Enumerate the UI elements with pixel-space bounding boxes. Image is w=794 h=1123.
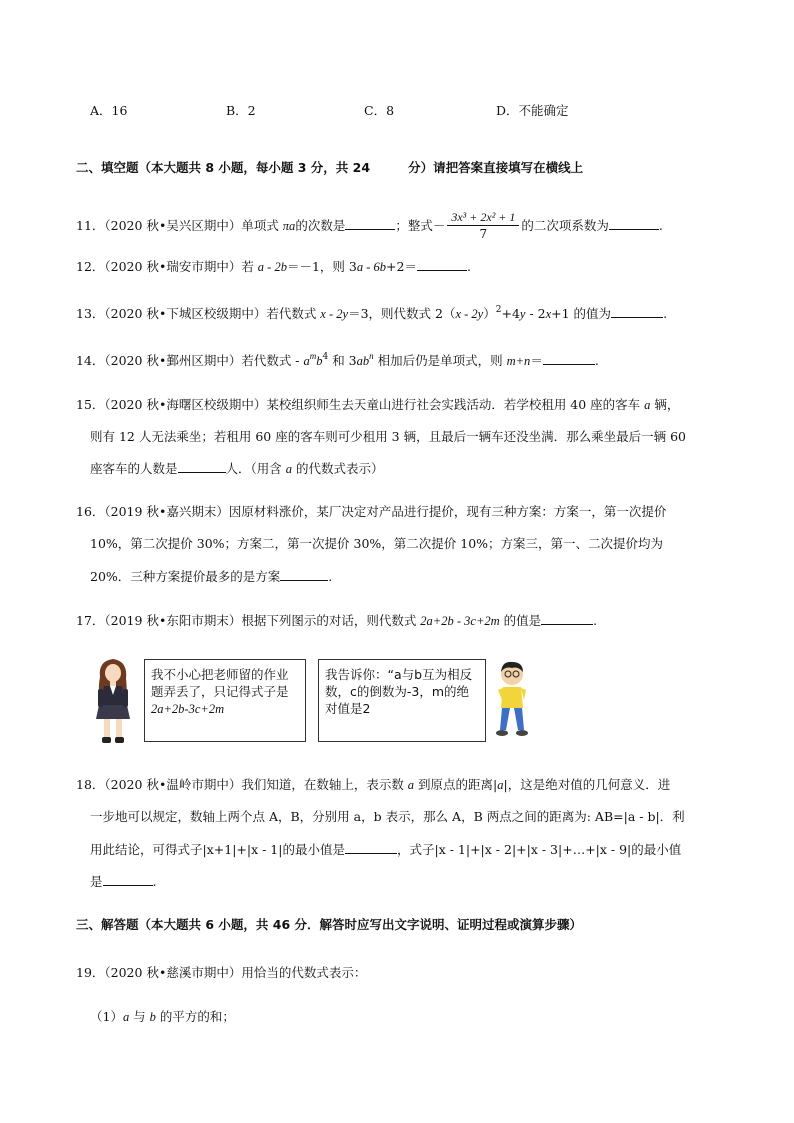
question-18-line3: [90, 839, 681, 860]
q11-fraction: [447, 209, 519, 242]
q14-sup-4: 4: [322, 352, 329, 362]
section2-title-pre: 二、填空题（本大题共 8 小题，每小题 3 分，共 24: [76, 160, 371, 175]
q18-blank1[interactable]: [345, 839, 397, 854]
q13-end: .: [663, 306, 668, 321]
q14-text1: 和 3: [328, 353, 357, 368]
q11-numerator: 3x³ + 2x² + 1: [447, 209, 519, 226]
section2-title: [76, 158, 583, 178]
q14-prefix: 14．（2020 秋•鄞州区期中）若代数式 -: [76, 353, 304, 368]
q19-post: 的平方的和；: [155, 1009, 235, 1024]
q14-mn: m+n: [506, 354, 531, 368]
question-15-line1: [76, 395, 679, 415]
q15-line3-pre: 座客车的人数是: [90, 461, 178, 476]
q14-b: b: [316, 354, 323, 368]
q13-text2: ）: [483, 306, 496, 321]
q17-blank[interactable]: [541, 610, 593, 625]
q15-line1-text: 15．（2020 秋•海曙区校级期中）某校组织师生去天童山进行社会实践活动．若学校租用 40 座的客车: [76, 397, 645, 412]
q18-var-a2: a: [497, 778, 504, 792]
q11-text2: ；整式－: [395, 218, 446, 233]
q13-text1: ＝3，则代数式 2（: [348, 306, 456, 321]
question-16-line1: 16．（2019 秋•嘉兴期末）因原材料涨价，某厂决定对产品进行提价，现有三种方案：方案一，第一次提价: [76, 504, 667, 519]
q18-end: .: [152, 874, 157, 889]
q16-end: .: [328, 569, 333, 584]
q18-blank2[interactable]: [103, 871, 153, 886]
option-c: C．8: [364, 103, 395, 118]
question-17: [76, 610, 597, 631]
question-19: 19．（2020 秋•慈溪市期中）用恰当的代数式表示：: [76, 965, 367, 980]
q19-mid: 与: [129, 1009, 150, 1024]
q18-line1-end: |，这是绝对值的几何意义．进: [503, 777, 671, 792]
q12-text2: +2＝: [386, 259, 417, 274]
q18-line1-pre: 18．（2020 秋•温岭市期中）我们知道，在数轴上，表示数: [76, 777, 408, 792]
q13-blank[interactable]: [611, 303, 663, 318]
q14-sup-n: n: [369, 351, 374, 361]
question-18-line4: [90, 871, 157, 892]
q13-prefix: 13．（2020 秋•下城区校级期中）若代数式: [76, 306, 321, 321]
q15-var-a: a: [644, 398, 651, 412]
q14-a: a: [303, 354, 310, 368]
speech-box-right: 我告诉你：“a与b互为相反数，c的倒数为-3，m的绝对值是2: [318, 659, 486, 742]
speech-box-left: [144, 659, 306, 742]
q11-text1: 的次数是: [295, 218, 346, 233]
q18-line1-mid: 到原点的距离|: [414, 777, 498, 792]
q13-text5: +1 的值为: [551, 306, 612, 321]
q16-blank[interactable]: [280, 566, 328, 581]
q11-monomial: πa: [282, 219, 296, 233]
question-18-line2: 一步地可以规定，数轴上两个点 A，B，分别用 a，b 表示，那么 A，B 两点之间的距离为: AB=|a - b|．利: [90, 809, 685, 824]
q12-expr2: a - 6b: [356, 260, 387, 274]
q12-prefix: 12．（2020 秋•瑞安市期中）若: [76, 259, 258, 274]
q13-var-y: y: [519, 307, 526, 321]
q18-line4-pre: 是: [90, 874, 103, 889]
q15-line3-mid: 人．（用含: [225, 461, 286, 476]
q11-blank2[interactable]: [609, 215, 659, 230]
question-15-line3: [90, 458, 383, 479]
q17-expr: 2a+2b - 3c+2m: [420, 614, 500, 628]
q14-text3: ＝: [530, 353, 543, 368]
question-12: [76, 256, 471, 277]
q15-line3-end: 的代数式表示）: [292, 461, 384, 476]
q19-var-a: a: [122, 1010, 130, 1024]
q12-expr1: a - 2b: [257, 260, 287, 274]
q12-end: .: [466, 259, 471, 274]
q11-end: .: [658, 218, 663, 233]
question-15-line2: 则有 12 人无法乘坐；若租用 60 座的客车则可少租用 3 辆，且最后一辆车还没坐满．那么乘坐最后一辆 60: [90, 429, 686, 444]
section2-title-post: 分）请把答案直接填写在横线上: [408, 160, 584, 175]
q14-ab: ab: [356, 354, 370, 368]
q13-text4: - 2: [525, 306, 546, 321]
q13-expr1: x - 2y: [320, 307, 349, 321]
section3-title: 三、解答题（本大题共 6 小题，共 46 分．解答时应写出文字说明、证明过程或演算步骤）: [76, 917, 583, 932]
q17-prefix: 17．（2019 秋•东阳市期末）根据下列图示的对话，则代数式: [76, 613, 421, 628]
question-16-line3: [90, 566, 332, 587]
q15-blank[interactable]: [178, 458, 226, 473]
option-a: A．16: [90, 103, 128, 118]
q11-denominator: 7: [479, 227, 488, 241]
question-13: [76, 303, 667, 324]
q13-sup: 2: [495, 305, 502, 315]
q11-blank1[interactable]: [345, 215, 395, 230]
option-b: B．2: [226, 103, 256, 118]
girl-illustration: [88, 655, 138, 747]
q14-end: .: [594, 353, 599, 368]
q19-sub-pre: （1）: [90, 1009, 123, 1024]
q13-expr2: x - 2y: [455, 307, 484, 321]
q12-blank[interactable]: [417, 256, 467, 271]
question-11: [76, 210, 663, 243]
speech-left-text: 我不小心把老师留的作业题弄丢了，只记得式子是: [151, 667, 289, 699]
question-16-line2: 10%，第二次提价 30%；方案二，第一次提价 30%，第二次提价 10%；方案三，第一、二次提价均为: [90, 536, 664, 551]
speech-left-expr: 2a+2b-3c+2m: [151, 702, 225, 716]
q18-line3-pre: 用此结论，可得式子|x+1|+|x - 1|的最小值是: [90, 842, 345, 857]
q13-text3: +4: [501, 306, 520, 321]
q11-text3: 的二次项系数为: [521, 218, 609, 233]
q14-blank[interactable]: [543, 350, 595, 365]
q14-text2: 相加后仍是单项式，则: [373, 353, 507, 368]
q15-line1-end: 辆，: [650, 397, 680, 412]
q19-var-b: b: [149, 1010, 156, 1024]
q11-prefix: 11．（2020 秋•吴兴区期中）单项式: [76, 218, 283, 233]
q17-end: .: [593, 613, 598, 628]
q13-var-x: x: [545, 307, 552, 321]
q18-var-a: a: [407, 778, 415, 792]
q17-text1: 的值是: [499, 613, 542, 628]
q12-text1: ＝－1，则 3: [286, 259, 357, 274]
q16-line3-pre: 20%．三种方案提价最多的是方案: [90, 569, 281, 584]
option-d: D．不能确定: [496, 103, 569, 118]
question-19-sub1: [90, 1007, 235, 1027]
q15-var-a2: a: [285, 462, 292, 476]
question-14: [76, 350, 599, 371]
question-18-line1: [76, 775, 670, 795]
q18-line3-post: ，式子|x - 1|+|x - 2|+|x - 3|+…+|x - 9|的最小值: [396, 842, 682, 857]
boy-illustration: [490, 660, 534, 738]
q14-sup-m: m: [309, 351, 317, 361]
